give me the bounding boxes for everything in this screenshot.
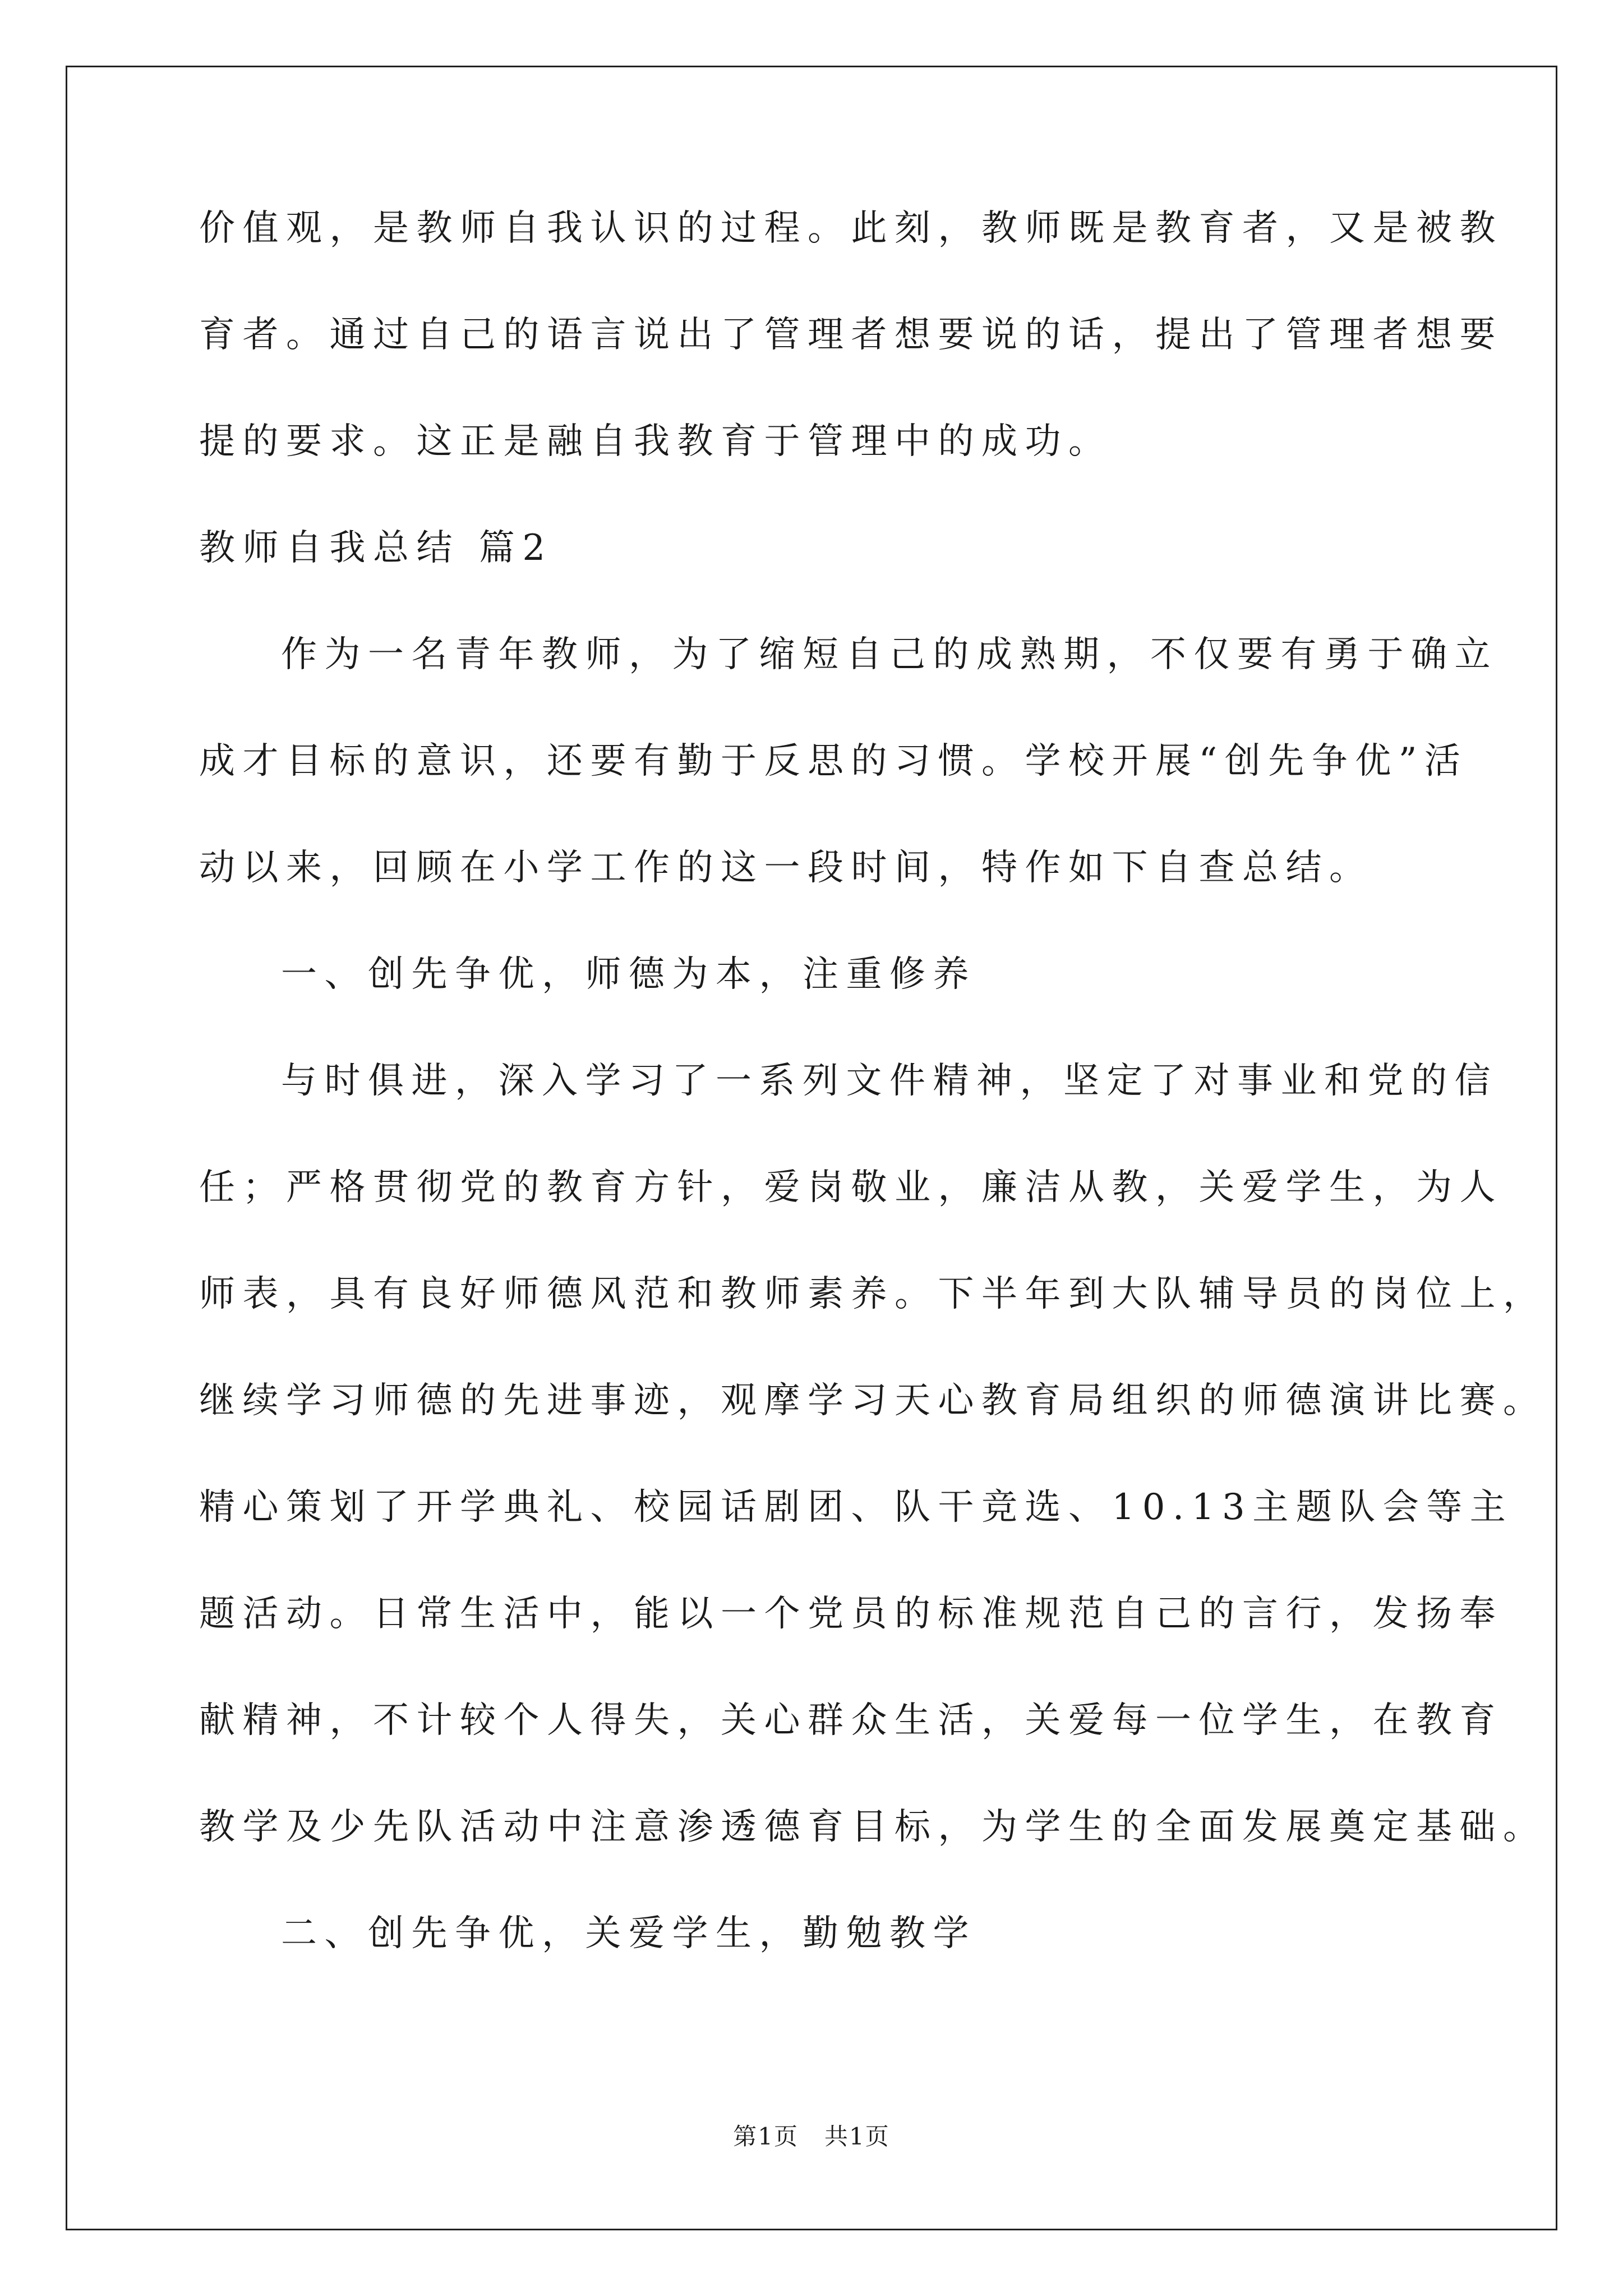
paragraph-line: 任；严格贯彻党的教育方针，爱岗敬业，廉洁从教，关爱学生，为人	[199, 1167, 1503, 1208]
section-heading: 教师自我总结 篇2	[199, 527, 553, 569]
paragraph-line: 教学及少先队活动中注意渗透德育目标，为学生的全面发展奠定基础。	[199, 1806, 1547, 1848]
paragraph-line: 精心策划了开学典礼、校园话剧团、队干竞选、10.13主题队会等主	[199, 1487, 1514, 1528]
paragraph-line: 师表，具有良好师德风范和教师素养。下半年到大队辅导员的岗位上，	[199, 1273, 1547, 1315]
subheading: 二、创先争优，关爱学生，勤勉教学	[281, 1913, 976, 1954]
paragraph-line: 题活动。日常生活中，能以一个党员的标准规范自己的言行，发扬奉	[199, 1593, 1503, 1635]
paragraph-line: 育者。通过自己的语言说出了管理者想要说的话，提出了管理者想要	[199, 314, 1503, 356]
paragraph-line: 献精神，不计较个人得失，关心群众生活，关爱每一位学生，在教育	[199, 1700, 1503, 1741]
paragraph-line: 价值观，是教师自我认识的过程。此刻，教师既是教育者，又是被教	[199, 208, 1503, 249]
document-body	[199, 208, 1547, 2022]
subheading: 一、创先争优，师德为本，注重修养	[281, 954, 976, 995]
paragraph-line: 动以来，回顾在小学工作的这一段时间，特作如下自查总结。	[199, 847, 1373, 889]
paragraph-line: 作为一名青年教师，为了缩短自己的成熟期，不仅要有勇于确立	[281, 634, 1498, 675]
paragraph-line: 与时俱进，深入学习了一系列文件精神，坚定了对事业和党的信	[281, 1060, 1498, 1102]
paragraph-line: 成才目标的意识，还要有勤于反思的习惯。学校开展“创先争优”活	[199, 740, 1468, 782]
paragraph-line: 继续学习师德的先进事迹，观摩学习天心教育局组织的师德演讲比赛。	[199, 1380, 1547, 1421]
page-number-footer: 第1页 共1页	[733, 2123, 890, 2150]
paragraph-line: 提的要求。这正是融自我教育于管理中的成功。	[199, 421, 1112, 462]
